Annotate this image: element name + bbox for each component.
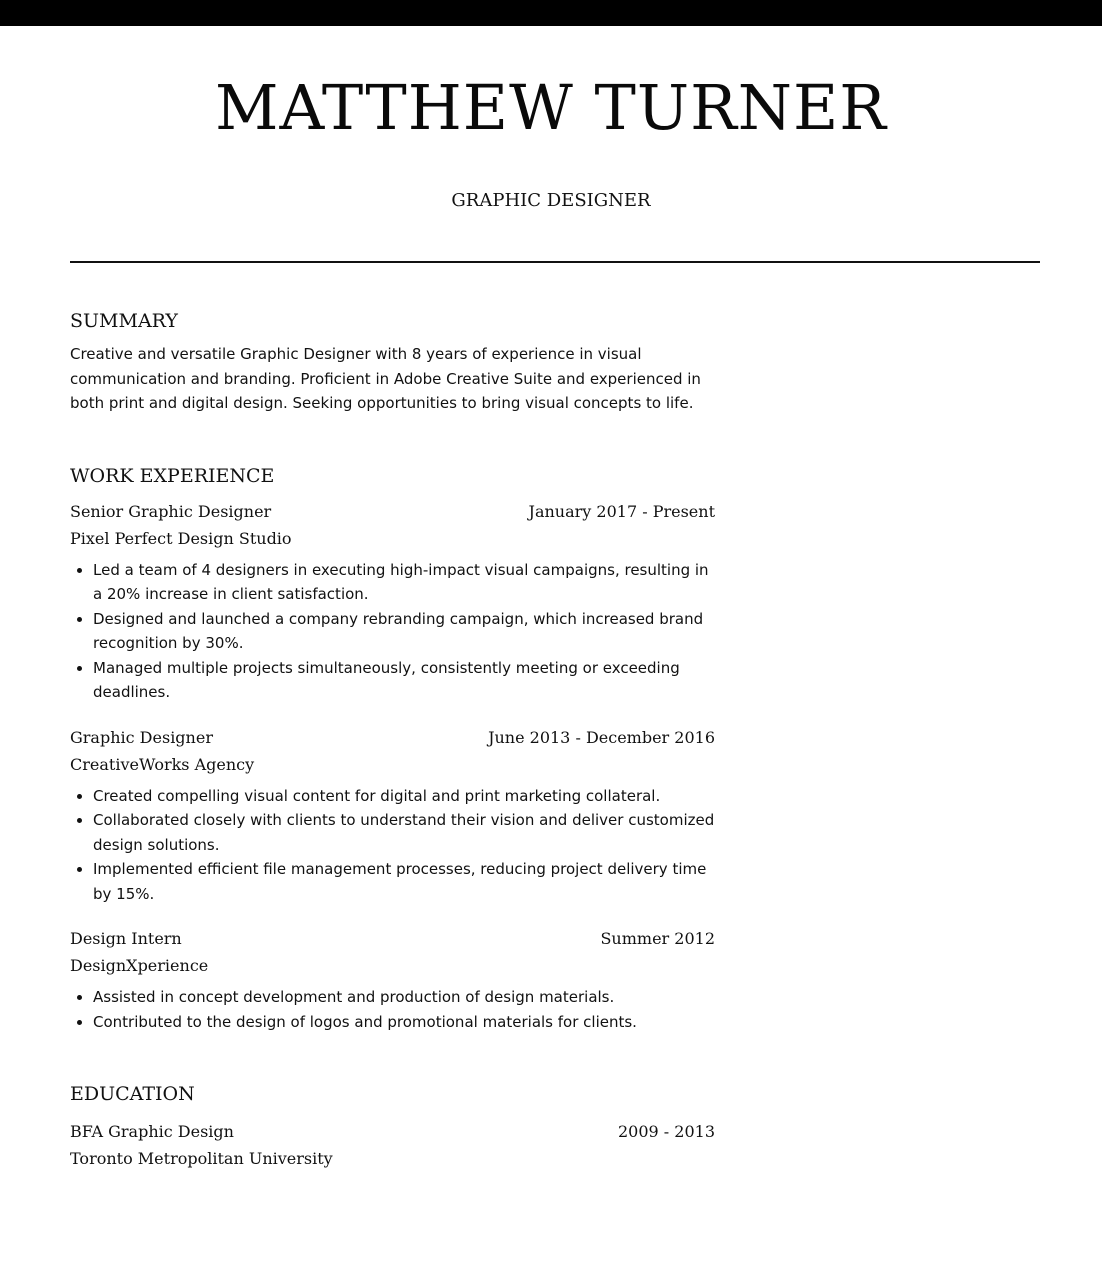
job-bullet: • Contributed to the design of logos and promotional materials for clients. <box>93 1010 715 1035</box>
top-bar <box>0 0 1102 26</box>
job-bullet: • Created compelling visual content for digital and print marketing collateral. <box>93 784 715 809</box>
job-entry <box>70 926 715 1034</box>
job-bullets <box>70 784 715 907</box>
job-bullet: • Collaborated closely with clients to understand their vision and deliver customized design solutions. <box>93 808 715 857</box>
summary-heading: SUMMARY <box>70 310 178 332</box>
work-experience-heading: WORK EXPERIENCE <box>70 464 275 487</box>
job-role: Design Intern <box>70 929 182 948</box>
job-company: DesignXperience <box>70 956 209 975</box>
education-degree: BFA Graphic Design <box>70 1122 234 1141</box>
summary-section <box>70 306 715 416</box>
job-bullets <box>70 985 715 1034</box>
candidate-name: MATTHEW TURNER <box>215 71 887 144</box>
job-entry <box>70 499 715 705</box>
job-bullet: • Implemented efficient file management processes, reducing project delivery time by 15%. <box>93 857 715 906</box>
candidate-title: GRAPHIC DESIGNER <box>451 190 651 211</box>
job-dates: June 2013 - December 2016 <box>488 727 715 747</box>
job-company: CreativeWorks Agency <box>70 754 255 774</box>
education-dates: 2009 - 2013 <box>617 1122 715 1141</box>
job-bullet: • Led a team of 4 designers in executing high-impact visual campaigns, resulting in a 20% increase in client satisfaction. <box>93 558 715 607</box>
education-heading: EDUCATION <box>70 1083 195 1105</box>
job-company: Pixel Perfect Design Studio <box>70 528 292 548</box>
resume-body <box>70 306 715 1172</box>
job-role: Graphic Designer <box>70 727 213 747</box>
job-bullet: • Managed multiple projects simultaneously, consistently meeting or exceeding deadlines. <box>93 656 715 705</box>
job-bullet: • Assisted in concept development and production of design materials. <box>93 985 715 1010</box>
education-section <box>70 1079 715 1172</box>
job-bullets <box>70 558 715 705</box>
job-dates: January 2017 - Present <box>528 501 715 521</box>
job-bullet: • Designed and launched a company rebranding campaign, which increased brand recognition by 30%. <box>93 607 715 656</box>
job-entry <box>70 725 715 907</box>
header-divider <box>70 261 1040 263</box>
summary-text: Creative and versatile Graphic Designer with 8 years of experience in visual communication and branding. Proficient in Adobe Creative Suite and experienced in both print and digital design. Seeking opportunities to bring visual concepts to life. <box>70 345 701 412</box>
job-role: Senior Graphic Designer <box>70 501 272 521</box>
work-experience-section <box>70 461 715 1035</box>
job-dates: Summer 2012 <box>600 929 715 948</box>
education-school: Toronto Metropolitan University <box>70 1149 333 1168</box>
